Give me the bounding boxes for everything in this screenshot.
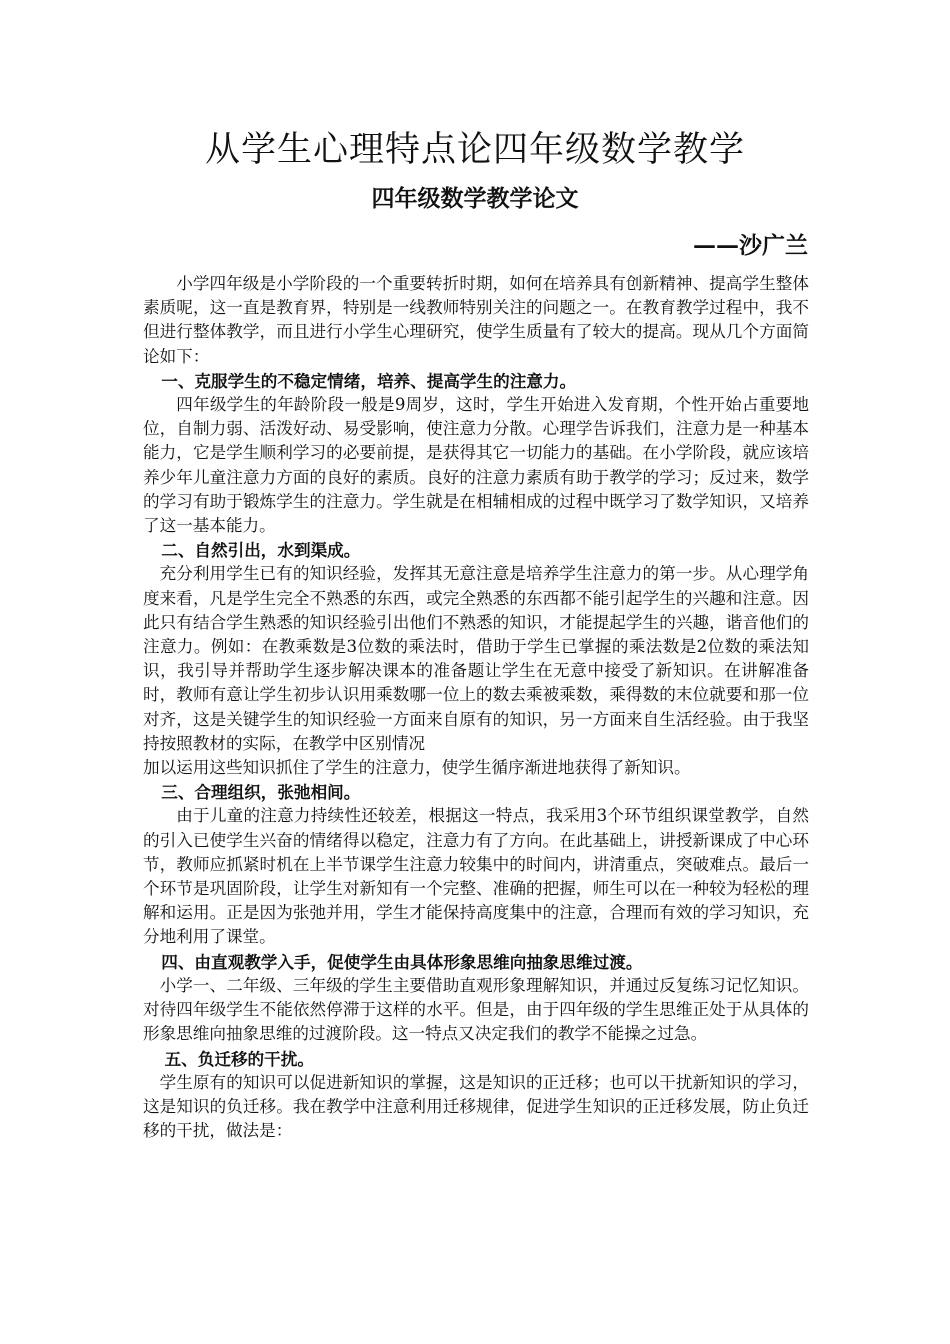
document-subtitle: 四年级数学教学论文 [371, 185, 579, 212]
document-body [143, 272, 809, 1143]
section-heading-1: 一、克服学生的不稳定情绪，培养、提高学生的注意力。 [161, 370, 577, 391]
section-4-paragraph: 小学一、二年级、三年级的学生主要借助直观形象理解知识，并通过反复练习记忆知识。对待四年级学生不能依然停滞于这样的水平。但是，由于四年级的学生思维正处于从具体的形象思维向抽象思维的过渡阶段。这一特点又决定我们的教学不能操之过急。 [143, 975, 809, 1044]
section-5-paragraph: 学生原有的知识可以促进新知识的掌握，这是知识的正迁移；也可以干扰新知识的学习，这是知识的负迁移。我在教学中注意利用迁移规律，促进学生知识的正迁移发展，防止负迁移的干扰，做法是： [143, 1072, 809, 1141]
document-title: 从学生心理特点论四年级数学教学 [204, 130, 745, 170]
section-2-paragraph: 充分利用学生已有的知识经验，发挥其无意注意是培养学生注意力的第一步。从心理学角度来看，凡是学生完全不熟悉的东西，或完全熟悉的东西都不能引起学生的兴趣和注意。因此只有结合学生熟悉的知识经验引出他们不熟悉的知识，才能提起学生的兴趣，谐音他们的注意力。例如：在教乘数是3位数的乘法时，借助于学生已掌握的乘法数是2位数的乘法知识，我引导并帮助学生逐步解决课本的准备题让学生在无意中接受了新知识。在讲解准备时，教师有意让学生初步认识用乘数哪一位上的数去乘被乘数，乘得数的末位就要和那一位对齐，这是关键学生的知识经验一方面来自原有的知识，另一方面来自生活经验。由于我坚持按照教材的实际，在教学中区别情况 [143, 564, 809, 753]
document-author: ——沙广兰 [693, 232, 808, 259]
section-heading-5: 五、负迁移的干扰。 [164, 1048, 314, 1069]
section-heading-2: 二、自然引出，水到渠成。 [161, 540, 361, 561]
section-1-paragraph: 四年级学生的年龄阶段一般是9周岁，这时，学生开始进入发育期，个性开始占重要地位，自制力弱、活泼好动、易受影响，使注意力分散。心理学告诉我们，注意力是一种基本能力，它是学生顺利学习的必要前提，是获得其它一切能力的基础。在小学阶段，就应该培养少年儿童注意力方面的良好的素质。良好的注意力素质有助于教学的学习；反过来，数学的学习有助于锻炼学生的注意力。学生就是在相辅相成的过程中既学习了数学知识，又培养了这一基本能力。 [143, 395, 809, 536]
section-heading-4: 四、由直观教学入手，促使学生由具体形象思维向抽象思维过渡。 [161, 951, 643, 972]
section-2-paragraph-continued: 加以运用这些知识抓住了学生的注意力，使学生循序渐进地获得了新知识。 [143, 758, 691, 778]
section-heading-3: 三、合理组织，张弛相间。 [161, 782, 361, 803]
section-3-paragraph: 由于儿童的注意力持续性还较差，根据这一特点，我采用3个环节组织课堂教学，自然的引入已使学生兴奋的情绪得以稳定，注意力有了方向。在此基础上，讲授新课成了中心环节，教师应抓紧时机在上半节课学生注意力较集中的时间内，讲清重点，突破难点。最后一个环节是巩固阶段，让学生对新知有一个完整、准确的把握，师生可以在一种较为轻松的理解和运用。正是因为张弛并用，学生才能保持高度集中的注意，合理而有效的学习知识，充分地利用了课堂。 [143, 806, 809, 947]
intro-paragraph: 小学四年级是小学阶段的一个重要转折时期，如何在培养具有创新精神、提高学生整体素质呢，这一直是教育界，特别是一线教师特别关注的问题之一。在教育教学过程中，我不但进行整体教学，而且进行小学生心理研究，使学生质量有了较大的提高。现从几个方面简论如下： [143, 274, 809, 366]
